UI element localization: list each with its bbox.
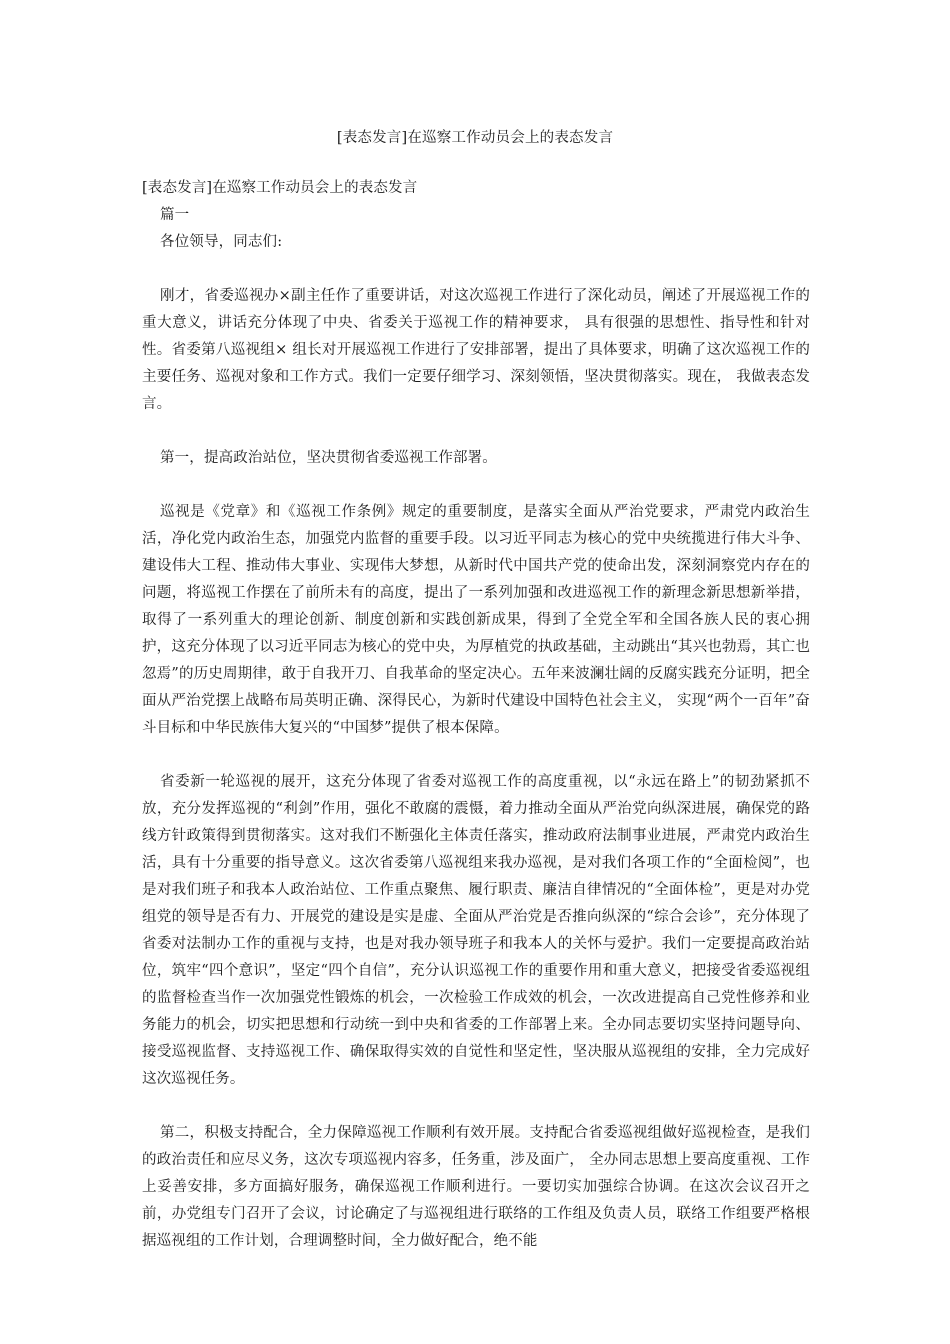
document-title: [表态发言]在巡察工作动员会上的表态发言 [336,130,614,146]
paragraph-point-one-heading: 第一，提高政治站位，坚决贯彻省委巡视工作部署。 [160,450,497,466]
paragraph-gap [142,256,810,283]
paragraph-gap [142,418,810,445]
paragraph-gap [142,742,810,769]
paragraph-inspection-importance: 巡视是《党章》和《巡视工作条例》规定的重要制度，是落实全面从严治党要求，严肃党内政治生活，净化党内政治生态，加强党内监督的重要手段。以习近平同志为核心的党中央统揽进行伟大斗争、建设伟大工程、推动伟大事业、实现伟大梦想，从新时代中国共产党的使命出发，深刻洞察党内存在的问题，将巡视工作摆在了前所未有的高度，提出了一系列加强和改进巡视工作的新理念新思想新举措，取得了一系列重大的理论创新、制度创新和实践创新成果，得到了全党全军和全国各族人民的衷心拥护，这充分体现了以习近平同志为核心的党中央，为厚植党的执政基础，主动跳出“其兴也勃焉，其亡也忽焉”的历史周期律，敢于自我开刀、自我革命的坚定决心。五年来波澜壮阔的反腐实践充分证明，把全面从严治党摆上战略布局英明正确、深得民心，为新时代建设中国特色社会主义， 实现“两个一百年”奋斗目标和中华民族伟大复兴的“中国梦”提供了根本保障。 [142,504,810,736]
salutation: 各位领导，同志们: [160,234,283,250]
paragraph-provincial-inspection: 省委新一轮巡视的展开，这充分体现了省委对巡视工作的高度重视，以“永远在路上”的韧劲紧抓不放，充分发挥巡视的“利剑”作用，强化不敢腐的震慑，着力推动全面从严治党向纵深进展，确保党的路线方针政策得到贯彻落实。这对我们不断强化主体责任落实，推动政府法制事业进展，严肃党内政治生活，具有十分重要的指导意义。这次省委第八巡视组来我办巡视，是对我们各项工作的“全面检阅”，也是对我们班子和我本人政治站位、工作重点聚焦、履行职责、廉洁自律情况的“全面体检”，更是对办党组党的领导是否有力、开展党的建设是实是虚、全面从严治党是否推向纵深的“综合会诊”，充分体现了省委对法制办工作的重视与支持，也是对我办领导班子和我本人的关怀与爱护。我们一定要提高政治站位，筑牢“四个意识”，坚定“四个自信”，充分认识巡视工作的重要作用和重大意义，把接受省委巡视组的监督检查当作一次加强党性锻炼的机会，一次检验工作成效的机会，一次改进提高自己党性修养和业务能力的机会，切实把思想和行动统一到中央和省委的工作部署上来。全办同志要切实坚持问题导向、接受巡视监督、支持巡视工作、确保取得实效的自觉性和坚定性，坚决服从巡视组的安排，全力完成好这次巡视任务。 [142,774,810,1087]
paragraph-gap [142,472,810,499]
paragraph-point-two: 第二，积极支持配合，全力保障巡视工作顺利有效开展。支持配合省委巡视组做好巡视检查，是我们的政治责任和应尽义务，这次专项巡视内容多，任务重，涉及面广， 全办同志思想上要高度重视、工作上妥善安排，多方面搞好服务，确保巡视工作顺利进行。一要切实加强综合协调。在这次会议召开之前，办党组专门召开了会议，讨论确定了与巡视组进行联络的工作组及负责人员，联络工作组要严格根据巡视组的工作计划，合理调整时间，全力做好配合，绝不能 [142,1125,810,1249]
document-heading: [表态发言]在巡察工作动员会上的表态发言 [142,180,418,196]
section-label: 篇一 [160,207,190,223]
paragraph-opening: 刚才，省委巡视办×副主任作了重要讲话，对这次巡视工作进行了深化动员，阐述了开展巡视工作的重大意义，讲话充分体现了中央、省委关于巡视工作的精神要求， 具有很强的思想性、指导性和针对性。省委第八巡视组× 组长对开展巡视工作进行了安排部署，提出了具体要求，明确了这次巡视工作的主要任务、巡视对象和工作方式。我们一定要仔细学习、深刻领悟，坚决贯彻落实。现在， 我做表态发言。 [142,288,810,412]
paragraph-gap [142,1093,810,1120]
document-body [142,175,810,1255]
